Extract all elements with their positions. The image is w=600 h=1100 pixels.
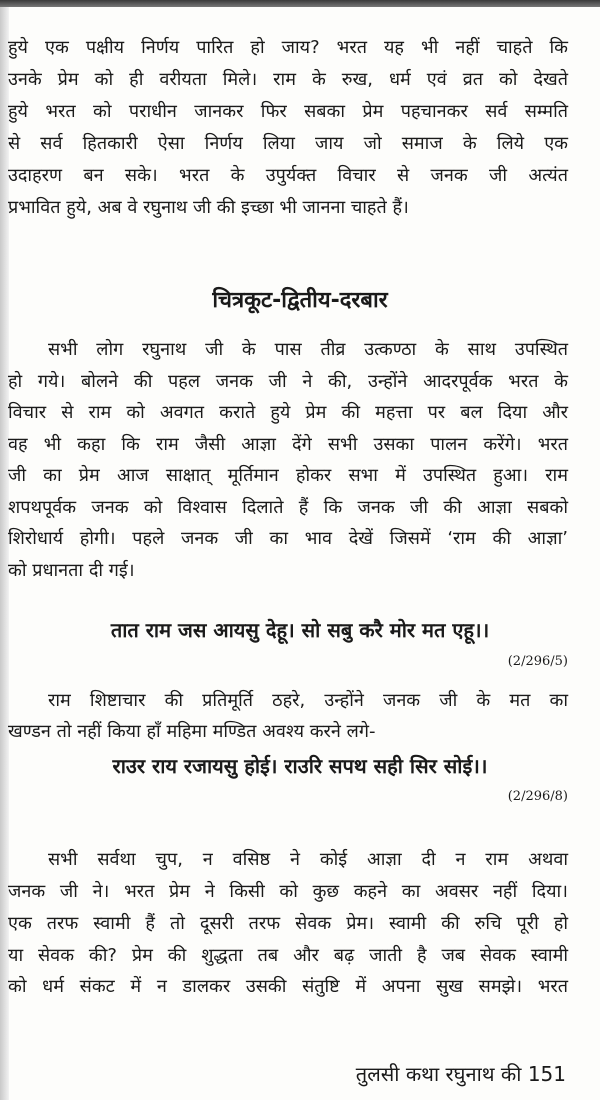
text-line: एक तरफ स्वामी हैं तो दूसरी तरफ सेवक प्रेम। स्वामी की रुचि पूरी हो [8,913,568,934]
text-line: वह भी कहा कि राम जैसी आज्ञा देंगे सभी उसका पालन करेंगे। भरत [8,434,568,455]
verse-2-reference: (2/296/8) [507,789,568,804]
verse-1: तात राम जस आयसु देहू। सो सबु करै मोर मत एहू।। [110,618,490,642]
text-line: राम शिष्टाचार की प्रतिमूर्ति ठहरे, उन्होंने जनक जी के मत का [48,690,568,711]
text-line: शपथपूर्वक जनक को विश्वास दिलाते हैं कि जनक जी की आज्ञा सबको [8,497,568,518]
page-number: 151 [527,1062,566,1086]
book-title: तुलसी कथा रघुनाथ की [355,1062,522,1086]
text-line: हुये एक पक्षीय निर्णय पारित हो जाय? भरत यह भी नहीं चाहते कि [8,37,568,58]
text-line: से सर्व हितकारी ऐसा निर्णय लिया जाय जो समाज के लिये एक [8,133,568,154]
page-footer [356,1060,566,1087]
text-line: जनक जी ने। भरत प्रेम ने किसी को कुछ कहने का अवसर नहीं दिया। [8,881,568,902]
text-line: विचार से राम को अवगत कराते हुये प्रेम की महत्ता पर बल दिया और [8,402,568,423]
text-line: या सेवक की? प्रेम की शुद्धता तब और बढ़ जाती है जब सेवक स्वामी [8,945,568,966]
text-line: को प्रधानता दी गई। [8,560,135,581]
text-line: सभी सर्वथा चुप, न वसिष्ठ ने कोई आज्ञा दी न राम अथवा [48,849,568,870]
text-line: उदाहरण बन सके। भरत के उपुर्यक्त विचार से जनक जी अत्यंत [8,165,568,186]
page-top-edge [0,0,600,7]
text-line: शिरोधार्य होगी। पहले जनक जी का भाव देखें जिसमें ‘राम की आज्ञा’ [8,528,568,549]
text-line: प्रभावित हुये, अब वे रघुनाथ जी की इच्छा भी जानना चाहते हैं। [8,197,409,218]
text-line: उनके प्रेम को ही वरीयता मिले। राम के रुख, धर्म एवं व्रत को देखते [8,69,568,90]
text-line: हुये भरत को पराधीन जानकर फिर सबका प्रेम पहचानकर सर्व सम्मति [8,101,568,122]
verse-2: राउर राय रजायसु होई। राउरि सपथ सही सिर सोई।। [112,754,488,778]
text-line: खण्डन तो नहीं किया हाँ महिमा मण्डित अवश्य करने लगे- [8,721,376,742]
verse-1-reference: (2/296/5) [507,654,568,669]
text-line: को धर्म संकट में न डालकर उसकी संतुष्टि में अपना सुख समझे। भरत [8,976,568,997]
text-line: हो गये। बोलने की पहल जनक जी ने की, उन्होंने आदरपूर्वक भरत के [8,371,568,392]
section-heading: चित्रकूट-द्वितीय-दरबार [212,288,388,313]
text-line: सभी लोग रघुनाथ जी के पास तीव्र उत्कण्ठा के साथ उपस्थित [48,339,568,360]
text-line: जी का प्रेम आज साक्षात् मूर्तिमान होकर सभा में उपस्थित हुआ। राम [8,465,568,486]
